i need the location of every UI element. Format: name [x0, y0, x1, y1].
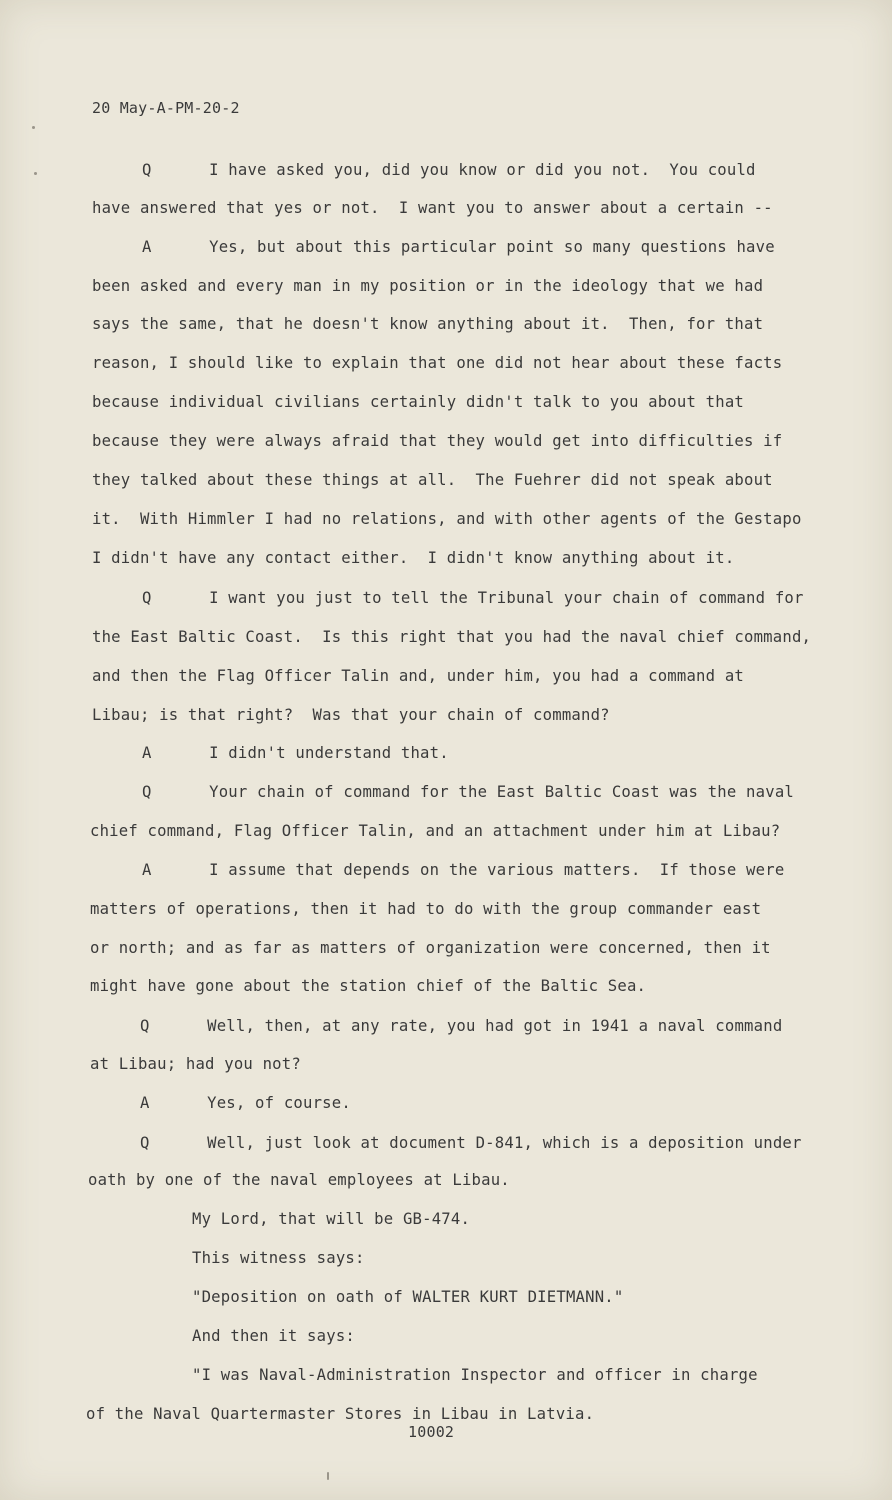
text-line: of the Naval Quartermaster Stores in Libau in Latvia.: [86, 1405, 595, 1423]
page-number: 10002: [408, 1423, 455, 1441]
text-line: because they were always afraid that they would get into difficulties if: [92, 432, 783, 450]
document-header-code: 20 May-A-PM-20-2: [92, 99, 240, 117]
text-line: Libau; is that right? Was that your chain of command?: [92, 706, 610, 724]
text-line: because individual civilians certainly didn't talk to you about that: [92, 393, 744, 411]
text-line: might have gone about the station chief of the Baltic Sea.: [90, 977, 647, 995]
text-line: A Yes, of course.: [140, 1094, 351, 1112]
text-line: Q Well, just look at document D-841, which is a deposition under: [140, 1134, 802, 1152]
text-line: I didn't have any contact either. I didn't know anything about it.: [92, 549, 735, 567]
text-line: reason, I should like to explain that one did not hear about these facts: [92, 354, 783, 372]
text-line: they talked about these things at all. The Fuehrer did not speak about: [92, 471, 773, 489]
text-line: or north; and as far as matters of organization were concerned, then it: [90, 939, 771, 957]
text-line: Q I have asked you, did you know or did you not. You could: [142, 161, 756, 179]
text-line: the East Baltic Coast. Is this right that you had the naval chief command,: [92, 628, 812, 646]
text-line: This witness says:: [192, 1249, 365, 1267]
text-line: it. With Himmler I had no relations, and with other agents of the Gestapo: [92, 510, 802, 528]
text-line: A Yes, but about this particular point so many questions have: [142, 238, 775, 256]
text-line: been asked and every man in my position or in the ideology that we had: [92, 277, 764, 295]
text-line: Q Your chain of command for the East Baltic Coast was the naval: [142, 783, 794, 801]
text-line: "Deposition on oath of WALTER KURT DIETMANN.": [192, 1288, 624, 1306]
text-line: A I assume that depends on the various matters. If those were: [142, 861, 785, 879]
text-line: And then it says:: [192, 1327, 355, 1345]
text-line: says the same, that he doesn't know anything about it. Then, for that: [92, 315, 764, 333]
text-line: and then the Flag Officer Talin and, under him, you had a command at: [92, 667, 744, 685]
text-line: "I was Naval-Administration Inspector and officer in charge: [192, 1366, 758, 1384]
text-line: Q I want you just to tell the Tribunal your chain of command for: [142, 589, 804, 607]
text-line: chief command, Flag Officer Talin, and an attachment under him at Libau?: [90, 822, 781, 840]
text-line: A I didn't understand that.: [142, 744, 449, 762]
text-line: My Lord, that will be GB-474.: [192, 1210, 471, 1228]
text-line: matters of operations, then it had to do with the group commander east: [90, 900, 762, 918]
text-line: Q Well, then, at any rate, you had got in 1941 a naval command: [140, 1017, 783, 1035]
text-line: oath by one of the naval employees at Libau.: [88, 1171, 510, 1189]
text-line: have answered that yes or not. I want you to answer about a certain --: [92, 199, 773, 217]
text-line: at Libau; had you not?: [90, 1055, 301, 1073]
